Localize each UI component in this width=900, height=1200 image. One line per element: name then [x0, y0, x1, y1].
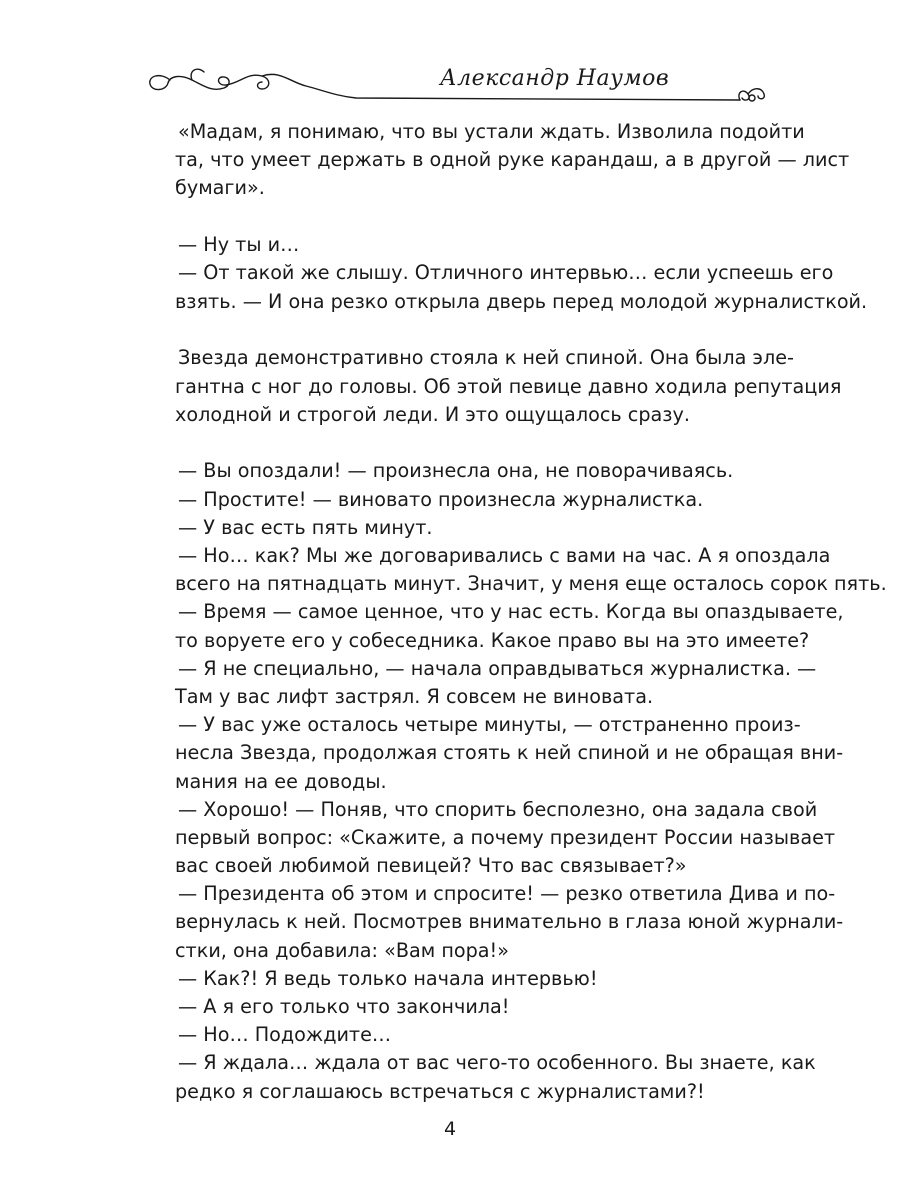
- text-line: «Мадам, я понимаю, что вы устали ждать. Изволила подойти: [178, 120, 805, 143]
- text-line: та, что умеет держать в одной руке карандаш, а в другой — лист: [175, 148, 850, 172]
- text-line: — Хорошо! — Поняв, что спорить бесполезно, она задала свой: [178, 797, 818, 821]
- running-header: [140, 58, 770, 108]
- text-line: — Но… Подождите…: [178, 1023, 392, 1047]
- text-line: — А я его только что закончила!: [178, 995, 510, 1019]
- text-line: несла Звезда, продолжая стоять к ней спиной и не обращая вни-: [175, 741, 844, 765]
- text-line: — У вас уже осталось четыре минуты, — отстраненно произ-: [178, 713, 801, 737]
- text-line: холодной и строгой леди. И это ощущалось сразу.: [175, 402, 690, 426]
- text-line: гантна с ног до головы. Об этой певице давно ходила репутация: [175, 374, 842, 398]
- text-line: — Время — самое ценное, что у нас есть. Когда вы опаздываете,: [178, 600, 844, 624]
- text-line: стки, она добавила: «Вам пора!»: [175, 938, 509, 962]
- text-line: то воруете его у собеседника. Какое право вы на это имеете?: [175, 628, 810, 652]
- text-line: — Я ждала… ждала от вас чего-то особенного. Вы знаете, как: [178, 1051, 816, 1075]
- text-line: — У вас есть пять минут.: [178, 515, 433, 539]
- text-line: бумаги».: [175, 176, 265, 200]
- body-text: [175, 118, 887, 1106]
- text-line: — Но… как? Мы же договаривались с вами на час. А я опоздала: [178, 544, 831, 568]
- text-line: — Я не специально, — начала оправдываться журналистка. —: [178, 656, 817, 680]
- text-line: редко я соглашаюсь встречаться с журналистами?!: [175, 1079, 705, 1103]
- text-line: взять. — И она резко открыла дверь перед молодой журналисткой.: [175, 289, 868, 313]
- text-line: первый вопрос: «Скажите, а почему президент России называет: [175, 825, 836, 849]
- author-name: Александр Наумов: [440, 66, 670, 91]
- text-line: — Простите! — виновато произнесла журналистка.: [178, 487, 704, 511]
- text-line: — Как?! Я ведь только начала интервью!: [178, 966, 598, 990]
- text-line: Там у вас лифт застрял. Я совсем не виновата.: [175, 684, 654, 708]
- text-line: — Вы опоздали! — произнесла она, не поворачиваясь.: [178, 459, 734, 483]
- page-number: 4: [443, 1118, 457, 1140]
- text-line: всего на пятнадцать минут. Значит, у меня еще осталось сорок пять.: [175, 572, 887, 596]
- text-line: — Ну ты и…: [178, 233, 300, 257]
- text-line: — Президента об этом и спросите! — резко ответила Дива и по-: [178, 882, 836, 906]
- text-line: вернулась к ней. Посмотрев внимательно в глаза юной журнали-: [175, 910, 844, 934]
- text-line: Звезда демонстративно стояла к ней спиной. Она была эле-: [178, 346, 794, 370]
- text-line: вас своей любимой певицей? Что вас связывает?»: [175, 854, 687, 878]
- text-line: мания на ее доводы.: [175, 769, 387, 793]
- text-line: — От такой же слышу. Отличного интервью… если успеешь его: [178, 261, 834, 285]
